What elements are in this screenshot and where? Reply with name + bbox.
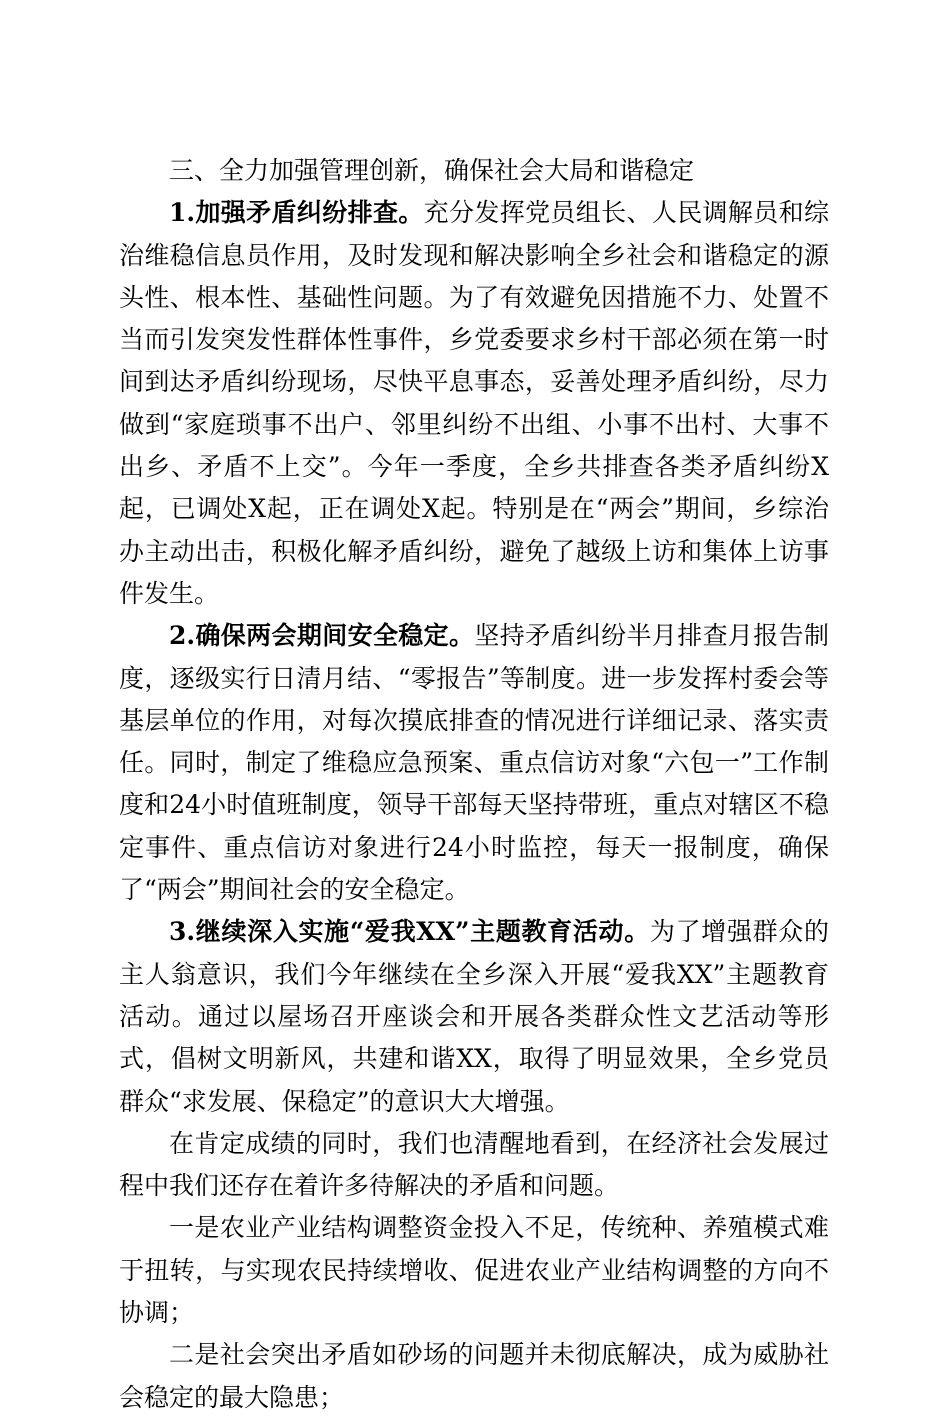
document-page <box>119 150 829 1419</box>
item-lead-1: 1.加强矛盾纠纷排查。 <box>169 198 424 228</box>
problem-paragraph-1 <box>119 1207 829 1334</box>
item-body-1: 充分发挥党员组长、人民调解员和综治维稳信息员作用，及时发现和解决影响全乡社会和谐稳定的源头性、根本性、基础性问题。为了有效避免因措施不力、处置不当而引发突发性群体性事件，乡党委要求乡村干部必须在第一时间到达矛盾纠纷现场，尽快平息事态，妥善处理矛盾纠纷，尽力做到“家庭琐事不出户、邻里纠纷不出组、小事不出村、大事不出乡、矛盾不上交”。今年一季度，全乡共排查各类矛盾纠纷X起，已调处X起，正在调处X起。特别是在“两会”期间，乡综治办主动出击，积极化解矛盾纠纷，避免了越级上访和集体上访事件发生。 <box>119 198 829 608</box>
problem-body-1: 农业产业结构调整资金投入不足，传统种、养殖模式难于扭转，与实现农民持续增收、促进农业产业结构调整的方向不协调； <box>119 1213 829 1328</box>
item-paragraph-1 <box>119 192 829 615</box>
section-heading: 三、全力加强管理创新，确保社会大局和谐稳定 <box>169 156 695 185</box>
problem-body-2: 社会突出矛盾如砂场的问题并未彻底解决，成为威胁社会稳定的最大隐患； <box>119 1340 829 1412</box>
summary-paragraph: 在肯定成绩的同时，我们也清醒地看到，在经济社会发展过程中我们还存在着许多待解决的矛盾和问题。 <box>119 1128 829 1201</box>
item-lead-3: 3.继续深入实施“爱我XX”主题教育活动。 <box>169 917 650 947</box>
item-body-2: 坚持矛盾纠纷半月排查月报告制度，逐级实行日清月结、“零报告”等制度。进一步发挥村委会等基层单位的作用，对每次摸底排查的情况进行详细记录、落实责任。同时，制定了维稳应急预案、重点信访对象“六包一”工作制度和24小时值班制度，领导干部每天坚持带班，重点对辖区不稳定事件、重点信访对象进行24小时监控，每天一报制度，确保了“两会”期间社会的安全稳定。 <box>119 621 829 905</box>
problem-marker-1: 一是 <box>169 1213 220 1243</box>
item-body-3: 为了增强群众的主人翁意识，我们今年继续在全乡深入开展“爱我XX”主题教育活动。通过以屋场召开座谈会和开展各类群众性文艺活动等形式，倡树文明新风，共建和谐XX，取得了明显效果，全乡党员群众“求发展、保稳定”的意识大大增强。 <box>119 917 829 1116</box>
problem-paragraph-2 <box>119 1334 829 1419</box>
item-lead-2: 2.确保两会期间安全稳定。 <box>169 621 475 651</box>
problem-marker-2: 二是 <box>169 1340 220 1370</box>
item-paragraph-3 <box>119 911 829 1122</box>
item-paragraph-2 <box>119 615 829 911</box>
